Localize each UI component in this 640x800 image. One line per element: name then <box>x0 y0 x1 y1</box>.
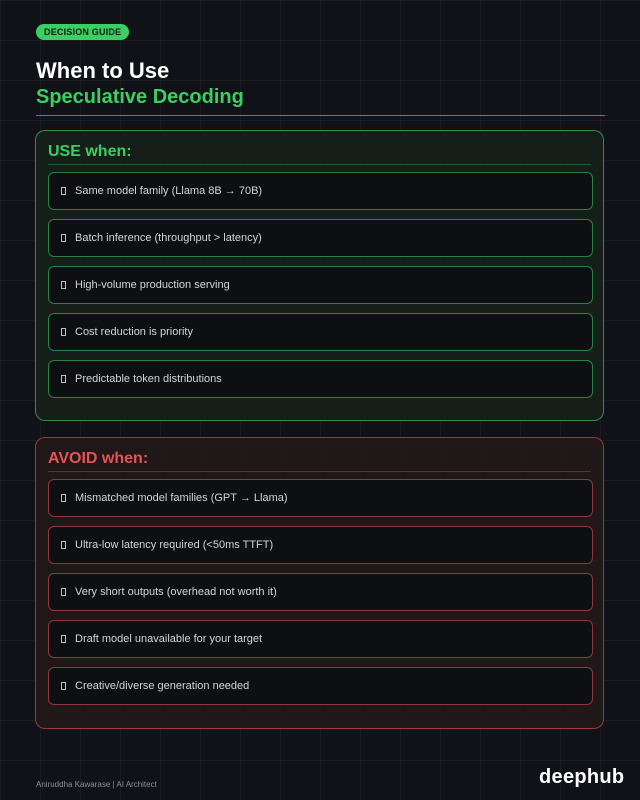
bullet-icon <box>61 234 66 242</box>
avoid-item <box>48 620 593 658</box>
bullet-icon <box>61 494 66 502</box>
use-item <box>48 172 593 210</box>
avoid-item <box>48 526 593 564</box>
bullet-icon <box>61 281 66 289</box>
use-when-panel <box>35 130 604 421</box>
use-item-text: Cost reduction is priority <box>75 326 193 338</box>
avoid-when-list <box>48 479 593 705</box>
avoid-item <box>48 479 593 517</box>
use-when-heading: USE when: <box>48 143 132 160</box>
use-item-text: High-volume production serving <box>75 279 230 291</box>
title-divider <box>36 115 605 116</box>
page-subtitle: Speculative Decoding <box>36 86 244 108</box>
bullet-icon <box>61 541 66 549</box>
page-title: When to Use <box>36 58 170 83</box>
use-item-text: Batch inference (throughput > latency) <box>75 232 262 244</box>
use-when-divider <box>48 164 591 165</box>
use-item-text: Same model family (Llama 8B → 70B) <box>75 185 263 197</box>
avoid-when-panel <box>35 437 604 729</box>
bullet-icon <box>61 588 66 596</box>
use-item-text: Predictable token distributions <box>75 373 222 385</box>
bullet-icon <box>61 187 66 195</box>
avoid-item-text: Creative/diverse generation needed <box>75 680 250 692</box>
use-item <box>48 219 593 257</box>
bullet-icon <box>61 328 66 336</box>
use-item <box>48 266 593 304</box>
avoid-item-text: Draft model unavailable for your target <box>75 633 263 645</box>
avoid-item <box>48 667 593 705</box>
avoid-item <box>48 573 593 611</box>
bullet-icon <box>61 682 66 690</box>
avoid-item-text: Ultra-low latency required (<50ms TTFT) <box>75 539 274 551</box>
bullet-icon <box>61 375 66 383</box>
avoid-item-text: Very short outputs (overhead not worth it) <box>75 586 277 598</box>
brand-logo: deephub <box>539 766 625 788</box>
decision-guide-badge: DECISION GUIDE <box>36 24 129 40</box>
use-when-list <box>48 172 593 398</box>
use-item <box>48 360 593 398</box>
use-item <box>48 313 593 351</box>
bullet-icon <box>61 635 66 643</box>
avoid-when-heading: AVOID when: <box>48 450 149 467</box>
avoid-when-divider <box>48 471 591 472</box>
avoid-item-text: Mismatched model families (GPT → Llama) <box>75 492 288 504</box>
author-credit: Aniruddha Kawarase | AI Architect <box>36 780 157 789</box>
